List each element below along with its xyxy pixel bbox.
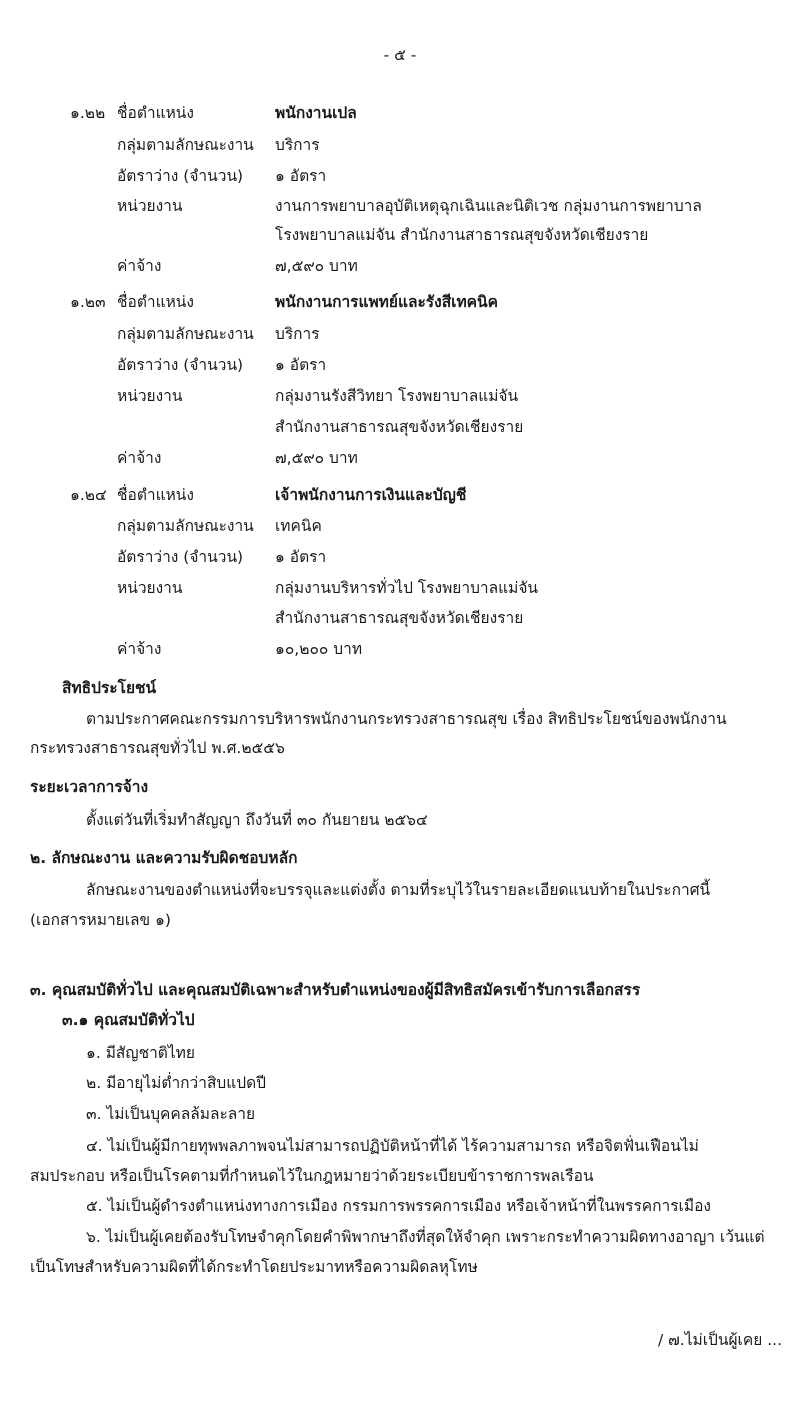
position-number: ๑.๒๔ <box>70 486 107 504</box>
position-name-label: ชื่อตำแหน่ง <box>117 293 194 311</box>
unit-label: หน่วยงาน <box>117 197 183 215</box>
wage-label: ค่าจ้าง <box>117 257 162 275</box>
job-group-label: กลุ่มตามลักษณะงาน <box>117 136 254 154</box>
benefits-heading: สิทธิประโยชน์ <box>62 679 157 697</box>
wage: ๗,๕๙๐ บาท <box>275 449 358 467</box>
position-name-label: ชื่อตำแหน่ง <box>117 486 194 504</box>
wage-label: ค่าจ้าง <box>117 640 162 658</box>
continuation-note: / ๗.ไม่เป็นผู้เคย ... <box>657 1331 782 1349</box>
unit-line: งานการพยาบาลอุบัติเหตุฉุกเฉินและนิติเวช กลุ่มงานการพยาบาล <box>275 197 702 215</box>
period-heading: ระยะเวลาการจ้าง <box>30 778 149 796</box>
wage-label: ค่าจ้าง <box>117 449 162 467</box>
unit-label: หน่วยงาน <box>117 579 183 597</box>
qualification-item: สมประกอบ หรือเป็นโรคตามที่กำหนดไว้ในกฎหมายว่าด้วยระเบียบข้าราชการพลเรือน <box>30 1167 594 1185</box>
period-text: ตั้งแต่วันที่เริ่มทำสัญญา ถึงวันที่ ๓๐ กันยายน ๒๕๖๔ <box>86 811 428 829</box>
position-name: เจ้าพนักงานการเงินและบัญชี <box>275 486 467 504</box>
section-3-heading: ๓. คุณสมบัติทั่วไป และคุณสมบัติเฉพาะสำหรับตำแหน่งของผู้มีสิทธิสมัครเข้ารับการเลือกสรร <box>30 981 641 999</box>
benefits-text: กระทรวงสาธารณสุขทั่วไป พ.ศ.๒๕๕๖ <box>30 739 285 757</box>
vacancy-label: อัตราว่าง (จำนวน) <box>117 356 244 374</box>
position-name-label: ชื่อตำแหน่ง <box>117 104 194 122</box>
wage: ๑๐,๒๐๐ บาท <box>275 640 363 658</box>
qualification-item: ๕. ไม่เป็นผู้ดำรงตำแหน่งทางการเมือง กรรมการพรรคการเมือง หรือเจ้าหน้าที่ในพรรคการเมือง <box>86 1197 711 1215</box>
position-name: พนักงานเปล <box>275 104 357 122</box>
qualification-item: ๑. มีสัญชาติไทย <box>86 1044 195 1062</box>
section-2-text: ลักษณะงานของตำแหน่งที่จะบรรจุและแต่งตั้ง ตามที่ระบุไว้ในรายละเอียดแนบท้ายในประกาศนี้ <box>86 881 711 899</box>
vacancy: ๑ อัตรา <box>275 548 327 566</box>
section-2-heading: ๒. ลักษณะงาน และความรับผิดชอบหลัก <box>30 849 298 867</box>
unit-label: หน่วยงาน <box>117 387 183 405</box>
job-group-label: กลุ่มตามลักษณะงาน <box>117 325 254 343</box>
job-group: เทคนิค <box>275 517 322 535</box>
unit-line: กลุ่มงานรังสีวิทยา โรงพยาบาลแม่จัน <box>275 387 519 405</box>
job-group: บริการ <box>275 136 320 154</box>
section-3-1-heading: ๓.๑ คุณสมบัติทั่วไป <box>62 1011 195 1029</box>
position-name: พนักงานการแพทย์และรังสีเทคนิค <box>275 293 499 311</box>
unit-line: กลุ่มงานบริหารทั่วไป โรงพยาบาลแม่จัน <box>275 579 539 597</box>
position-number: ๑.๒๓ <box>70 293 106 311</box>
qualification-item: ๔. ไม่เป็นผู้มีกายทุพพลภาพจนไม่สามารถปฏิบัติหน้าที่ได้ ไร้ความสามารถ หรือจิตฟั่นเฟือนไม่ <box>86 1137 699 1155</box>
qualification-item: เป็นโทษสำหรับความผิดที่ได้กระทำโดยประมาทหรือความผิดลหุโทษ <box>30 1258 478 1276</box>
qualification-item: ๒. มีอายุไม่ต่ำกว่าสิบแปดปี <box>86 1074 266 1092</box>
unit-line: โรงพยาบาลแม่จัน สำนักงานสาธารณสุขจังหวัดเชียงราย <box>275 226 649 244</box>
qualification-item: ๓. ไม่เป็นบุคคลล้มละลาย <box>86 1105 256 1123</box>
position-number: ๑.๒๒ <box>70 104 106 122</box>
benefits-text: ตามประกาศคณะกรรมการบริหารพนักงานกระทรวงสาธารณสุข เรื่อง สิทธิประโยชน์ของพนักงาน <box>86 710 727 728</box>
vacancy-label: อัตราว่าง (จำนวน) <box>117 167 244 185</box>
wage: ๗,๕๙๐ บาท <box>275 257 358 275</box>
job-group: บริการ <box>275 325 320 343</box>
job-group-label: กลุ่มตามลักษณะงาน <box>117 517 254 535</box>
unit-line: สำนักงานสาธารณสุขจังหวัดเชียงราย <box>275 609 524 627</box>
unit-line: สำนักงานสาธารณสุขจังหวัดเชียงราย <box>275 418 524 436</box>
vacancy: ๑ อัตรา <box>275 167 327 185</box>
vacancy: ๑ อัตรา <box>275 356 327 374</box>
section-2-text: (เอกสารหมายเลข ๑) <box>30 911 171 929</box>
page-number: - ๕ - <box>383 46 417 64</box>
vacancy-label: อัตราว่าง (จำนวน) <box>117 548 244 566</box>
qualification-item: ๖. ไม่เป็นผู้เคยต้องรับโทษจำคุกโดยคำพิพากษาถึงที่สุดให้จำคุก เพราะกระทำความผิดทางอาญา เว้นแต่ <box>86 1228 765 1246</box>
